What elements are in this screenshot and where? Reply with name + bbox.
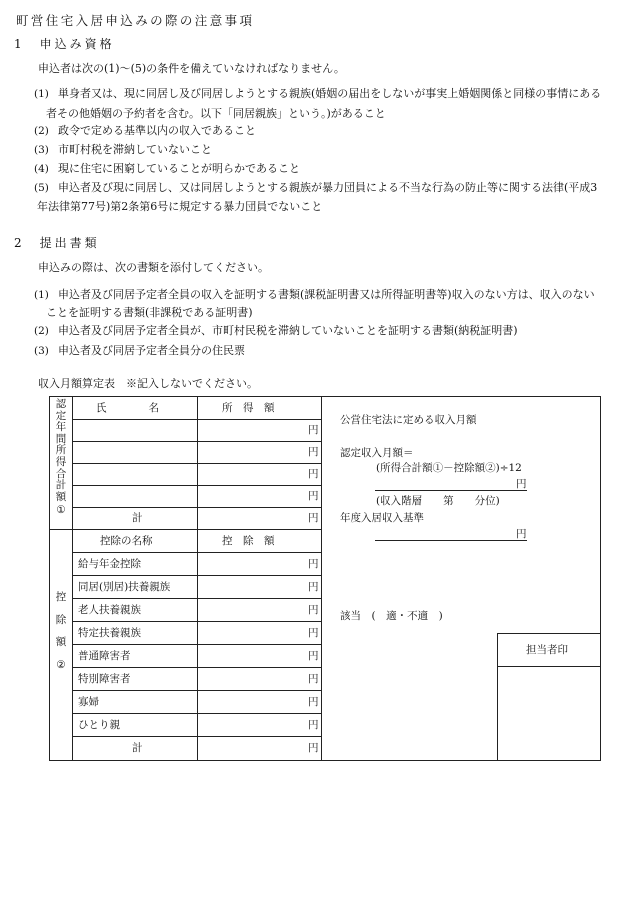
yen-unit: 円 bbox=[308, 581, 319, 593]
yen-unit: 円 bbox=[308, 424, 319, 436]
yen-unit: 円 bbox=[516, 478, 527, 490]
income-class-label: (収入階層 第 分位) bbox=[376, 495, 500, 507]
deduction-item: 寡婦 bbox=[78, 696, 99, 708]
yen-unit: 円 bbox=[308, 512, 319, 524]
deduction-item: 普通障害者 bbox=[78, 650, 131, 662]
deduction-side-label: 控 除 額 ② bbox=[55, 591, 67, 671]
deduction-header-name: 控除の名称 bbox=[100, 535, 153, 547]
section2-item-num: (3) bbox=[34, 345, 49, 357]
yen-unit: 円 bbox=[308, 446, 319, 458]
section1-item-num: (1) bbox=[34, 88, 49, 100]
income-header-name: 氏 名 bbox=[96, 402, 159, 414]
section2-item-num: (1) bbox=[34, 289, 49, 301]
section2-item-num: (2) bbox=[34, 325, 49, 337]
deduction-item: 特定扶養親族 bbox=[78, 627, 141, 639]
yen-unit: 円 bbox=[308, 696, 319, 708]
income-formula: (所得合計額①－控除額②)÷12 bbox=[376, 462, 522, 474]
yen-unit: 円 bbox=[308, 673, 319, 685]
income-header-amount: 所 得 額 bbox=[222, 402, 275, 414]
section2-item-line: 申込者及び同居予定者全員が、市町村民税を滞納していないことを証明する書類(納税証明書) bbox=[58, 324, 518, 337]
section2-heading: 2 提出書類 bbox=[14, 236, 100, 250]
deduction-item: 特別障害者 bbox=[78, 673, 131, 685]
section1-item-line: 年法律第77号)第2条第6号に規定する暴力団員でないこと bbox=[37, 200, 323, 213]
applicable-label: 該当 ( 適・不適 ) bbox=[340, 610, 443, 622]
year-income-standard-label: 年度入居収入基準 bbox=[340, 512, 424, 524]
section1-item-num: (5) bbox=[34, 182, 49, 194]
deduction-header-amount: 控 除 額 bbox=[222, 535, 275, 547]
table-caption: 収入月額算定表 ※記入しないでください。 bbox=[38, 377, 258, 390]
section1-item-line: 現に住宅に困窮していることが明らかであること bbox=[58, 162, 300, 175]
yen-unit: 円 bbox=[308, 650, 319, 662]
section2-item-line: 申込者及び同居予定者全員の収入を証明する書類(課税証明書又は所得証明書等)収入のない方は、収入のない bbox=[58, 288, 595, 301]
staff-stamp-label: 担当者印 bbox=[526, 644, 568, 656]
section1-intro: 申込者は次の(1)～(5)の条件を備えていなければなりません。 bbox=[38, 62, 345, 75]
deduction-total-label: 計 bbox=[132, 742, 143, 754]
section1-item-line: 申込者及び現に同居し、又は同居しようとする親族が暴力団員による不当な行為の防止等に関する法律(平成3 bbox=[58, 181, 598, 194]
section2-item-line: ことを証明する書類(非課税である証明書) bbox=[46, 306, 253, 319]
page-title: 町営住宅入居申込みの際の注意事項 bbox=[16, 13, 255, 28]
yen-unit: 円 bbox=[308, 558, 319, 570]
yen-unit: 円 bbox=[308, 604, 319, 616]
section1-item-line: 者その他婚姻の予約者を含む。以下「同居親族」という。)があること bbox=[46, 107, 386, 120]
section1-item-num: (2) bbox=[34, 125, 49, 137]
section1-item-line: 単身者又は、現に同居し及び同居しようとする親族(婚姻の届出をしないが事実上婚姻関係と同様の事情にある bbox=[58, 87, 602, 100]
section1-item-line: 政令で定める基準以内の収入であること bbox=[58, 124, 256, 137]
yen-unit: 円 bbox=[308, 742, 319, 754]
deduction-item: 同居(別居)扶養親族 bbox=[78, 581, 171, 593]
deduction-item: ひとり親 bbox=[78, 719, 120, 731]
yen-unit: 円 bbox=[516, 528, 527, 540]
yen-unit: 円 bbox=[308, 627, 319, 639]
section2-item-line: 申込者及び同居予定者全員分の住民票 bbox=[58, 344, 245, 357]
law-income-label: 公営住宅法に定める収入月額 bbox=[340, 414, 477, 426]
section2-intro: 申込みの際は、次の書類を添付してください。 bbox=[38, 261, 269, 274]
deduction-item: 給与年金控除 bbox=[78, 558, 141, 570]
income-total-label: 計 bbox=[132, 512, 143, 524]
yen-unit: 円 bbox=[308, 490, 319, 502]
certified-income-label: 認定収入月額＝ bbox=[340, 447, 414, 459]
deduction-item: 老人扶養親族 bbox=[78, 604, 141, 616]
income-side-label: 認 定 年 間 所 得 合 計 額 ① bbox=[55, 398, 67, 517]
section1-heading: 1 申込み資格 bbox=[14, 37, 115, 51]
section1-item-num: (4) bbox=[34, 163, 49, 175]
income-calc-table bbox=[49, 396, 601, 761]
section1-item-num: (3) bbox=[34, 144, 49, 156]
section1-item-line: 市町村税を滞納していないこと bbox=[58, 143, 212, 156]
yen-unit: 円 bbox=[308, 719, 319, 731]
yen-unit: 円 bbox=[308, 468, 319, 480]
